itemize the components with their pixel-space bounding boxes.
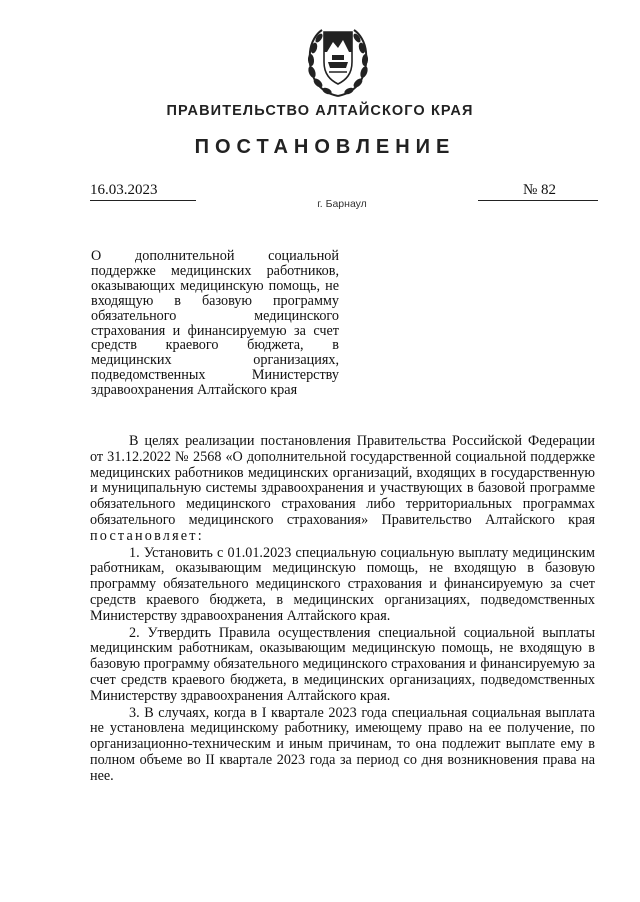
document-subject: О дополнительной социальной поддержке медицинских работников, оказывающих медицинскую помощь, не входящую в базовую программу обязательного медицинского страхования и финансируемую за счет средств краевого бюджета, в медицинских организациях, подведомственных Министерству здравоохранения Алтайского края <box>91 248 339 399</box>
document-number: № 82 <box>478 182 598 201</box>
document-city: г. Барнаул <box>317 198 367 210</box>
altai-krai-coat-of-arms-icon <box>302 22 374 100</box>
item-2-paragraph: 2. Утвердить Правила осуществления специальной социальной выплаты медицинским работникам, оказывающим медицинскую помощь, не входящую в базовую программу обязательного медицинского страхования и финансируемую за счет средств краевого бюджета, в медицинских организациях, подведомственных Министерству здравоохранения Алтайского края. <box>90 624 595 704</box>
document-type: ПОСТАНОВЛЕНИЕ <box>194 136 456 158</box>
government-name: ПРАВИТЕЛЬСТВО АЛТАЙСКОГО КРАЯ <box>166 103 474 119</box>
document-date: 16.03.2023 <box>90 182 196 201</box>
item-3-paragraph: 3. В случаях, когда в I квартале 2023 года специальная социальная выплата не установлена медицинскому работнику, имеющему право на ее получение, по организационно-техническим и иным причинам, то она подлежит выплате ему в полном объеме во II квартале 2023 года за период со дня возникновения права на нее. <box>90 704 595 784</box>
item-1-paragraph: 1. Установить с 01.01.2023 специальную социальную выплату медицинским работникам, оказывающим медицинскую помощь, не входящую в базовую программу обязательного медицинского страхования и финансируемую за счет средств краевого бюджета, в медицинских организациях, подведомственных Министерству здравоохранения Алтайского края. <box>90 544 595 624</box>
resolves-word: постановляет: <box>90 527 204 544</box>
preamble-text: В целях реализации постановления Правительства Российской Федерации от 31.12.2022 № 2568 «О дополнительной государственной социальной поддержке медицинских работников медицинских организаций, входящих в государственную и муниципальную системы здравоохранения и участвующих в базовой программе обязательного медицинского страхования либо территориальных программах обязательного медицинского страхования» Правительство Алтайского края <box>90 433 595 528</box>
document-body <box>90 434 595 785</box>
preamble-paragraph <box>90 434 595 545</box>
